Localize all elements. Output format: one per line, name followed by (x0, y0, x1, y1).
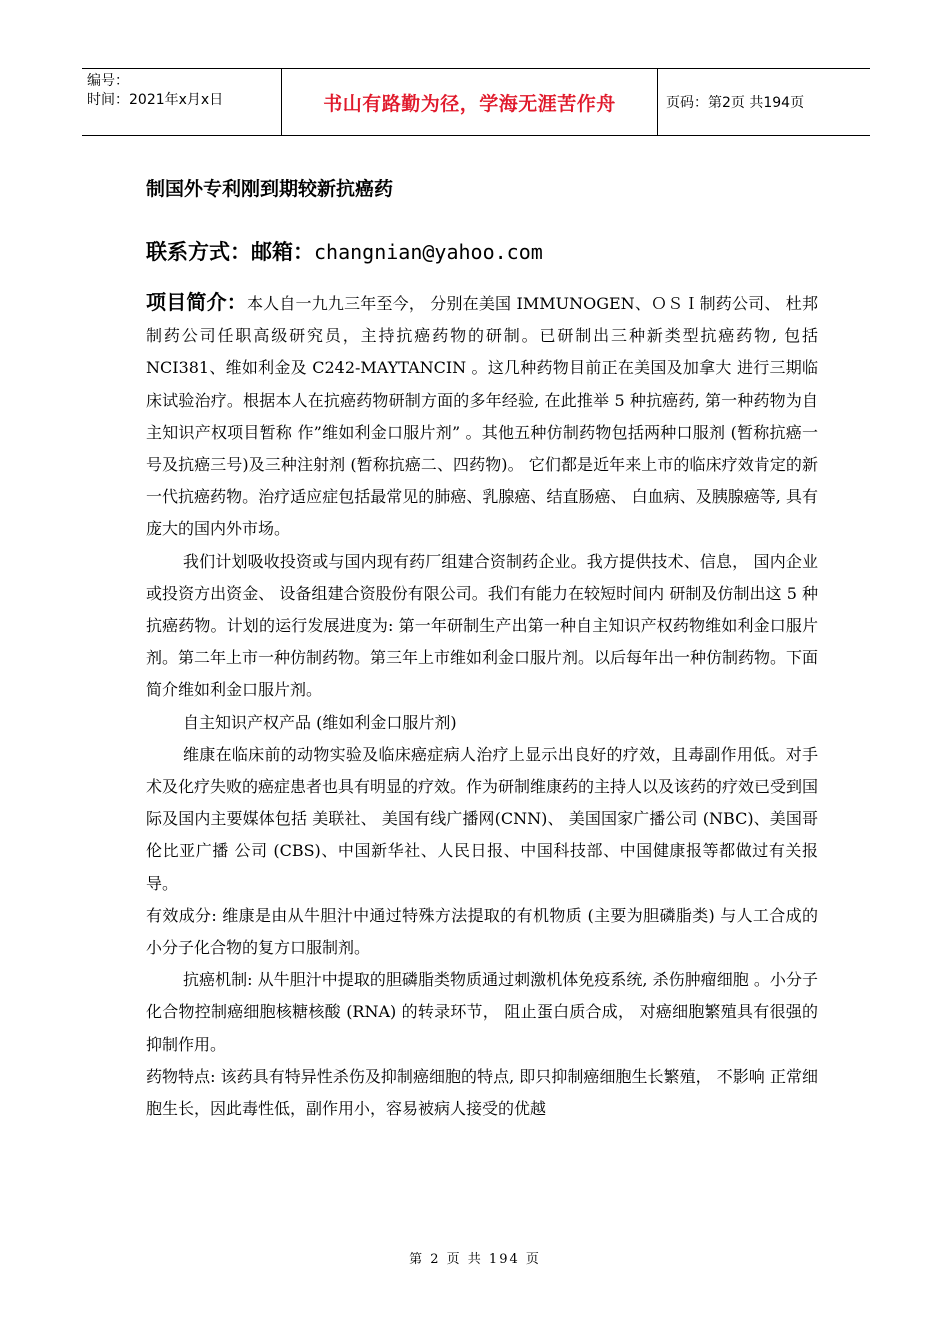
document-title: 制国外专利刚到期较新抗癌药 (146, 178, 394, 200)
header-page-info-cell (658, 69, 870, 135)
efficacy-paragraph: 维康在临床前的动物实验及临床癌症病人治疗上显示出良好的疗效，且毒副作用低。对手术及化疗失败的癌症患者也具有明显的疗效。作为研制维康药的主持人以及该药的疗效已受到国际及国内主要媒体包括 美联社、 美国有线广播网(CNN)、 美国国家广播公司 (NBC)、美国哥伦比亚广播 公司 (CBS)、中国新华社、人民日报、中国科技部、中国健康报等都做过有关报导。 (146, 744, 819, 893)
document-body (146, 286, 818, 1125)
header-table (82, 68, 870, 136)
document-number: 编号： (87, 73, 129, 89)
intro-paragraph (146, 286, 818, 546)
intro-label: 项目简介： (146, 290, 247, 314)
contact-label: 联系方式：邮箱： (146, 240, 314, 264)
header-meta (82, 69, 282, 135)
plan-paragraph: 我们计划吸收投资或与国内现有药厂组建合资制药企业。我方提供技术、信息， 国内企业或投资方出资金、 设备组建合资股份有限公司。我们有能力在较短时间内 研制及仿制出这 5 种抗癌药物。计划的运行发展进度为: 第一年研制生产出第一种自主知识产权药物维如利金口服片剂。第二年上市一种仿制药物。第三年上市维如利金口服片剂。以后每年出一种仿制药物。下面简介维如利金口服片剂。 (146, 551, 819, 700)
contact-email: changnian@yahoo.com (314, 240, 543, 264)
page-footer: 第 2 页 共 194 页 (409, 1252, 541, 1267)
header-page-info: 页码：第2页 共194页 (666, 95, 805, 111)
features-paragraph: 药物特点: 该药具有特异性杀伤及抑制癌细胞的特点, 即只抑制癌细胞生长繁殖， 不影响 正常细胞生长，因此毒性低，副作用小，容易被病人接受的优越 (146, 1066, 818, 1119)
contact-line (146, 236, 543, 266)
mechanism-paragraph: 抗癌机制: 从牛胆汁中提取的胆磷脂类物质通过刺激机体免疫系统, 杀伤肿瘤细胞 。小分子化合物控制癌细胞核糖核酸 (RNA) 的转录环节， 阻止蛋白质合成， 对癌细胞繁殖具有很强的抑制作用。 (146, 970, 818, 1054)
header-motto: 书山有路勤为径，学海无涯苦作舟 (323, 92, 616, 115)
product-heading: 自主知识产权产品 (维如利金口服片剂) (183, 712, 457, 732)
header-motto-cell (282, 69, 658, 135)
document-date: 时间：2021年x月x日 (87, 92, 224, 108)
ingredients-paragraph: 有效成分: 维康是由从牛胆汁中通过特殊方法提取的有机物质 (主要为胆磷脂类) 与人工合成的小分子化合物的复方口服制剂。 (146, 905, 818, 958)
intro-text: 本人自一九九三年至今， 分别在美国 IMMUNOGEN、ＯＳＩ制药公司、 杜邦 制药公司任职高级研究员，主持抗癌药物的研制。已研制出三种新类型抗癌药物, 包括NCI381、维如利金及 C242-MAYTANCIN 。这几种药物目前正在美国及加拿大 进行三期临床试验治疗。根据本人在抗癌药物研制方面的多年经验, 在此推举 5 种抗癌药, 第一种药物为自主知识产权项目暂称 作”维如利金口服片剂” 。其他五种仿制药物包括两种口服剂 (暂称抗癌一号及抗癌三号)及三种注射剂 (暂称抗癌二、四药物)。 它们都是近年来上市的临床疗效肯定的新一代抗癌药物。治疗适应症包括最常见的肺癌、乳腺癌、结直肠癌、 白血病、及胰腺癌等, 具有庞大的国内外市场。 (146, 294, 818, 539)
